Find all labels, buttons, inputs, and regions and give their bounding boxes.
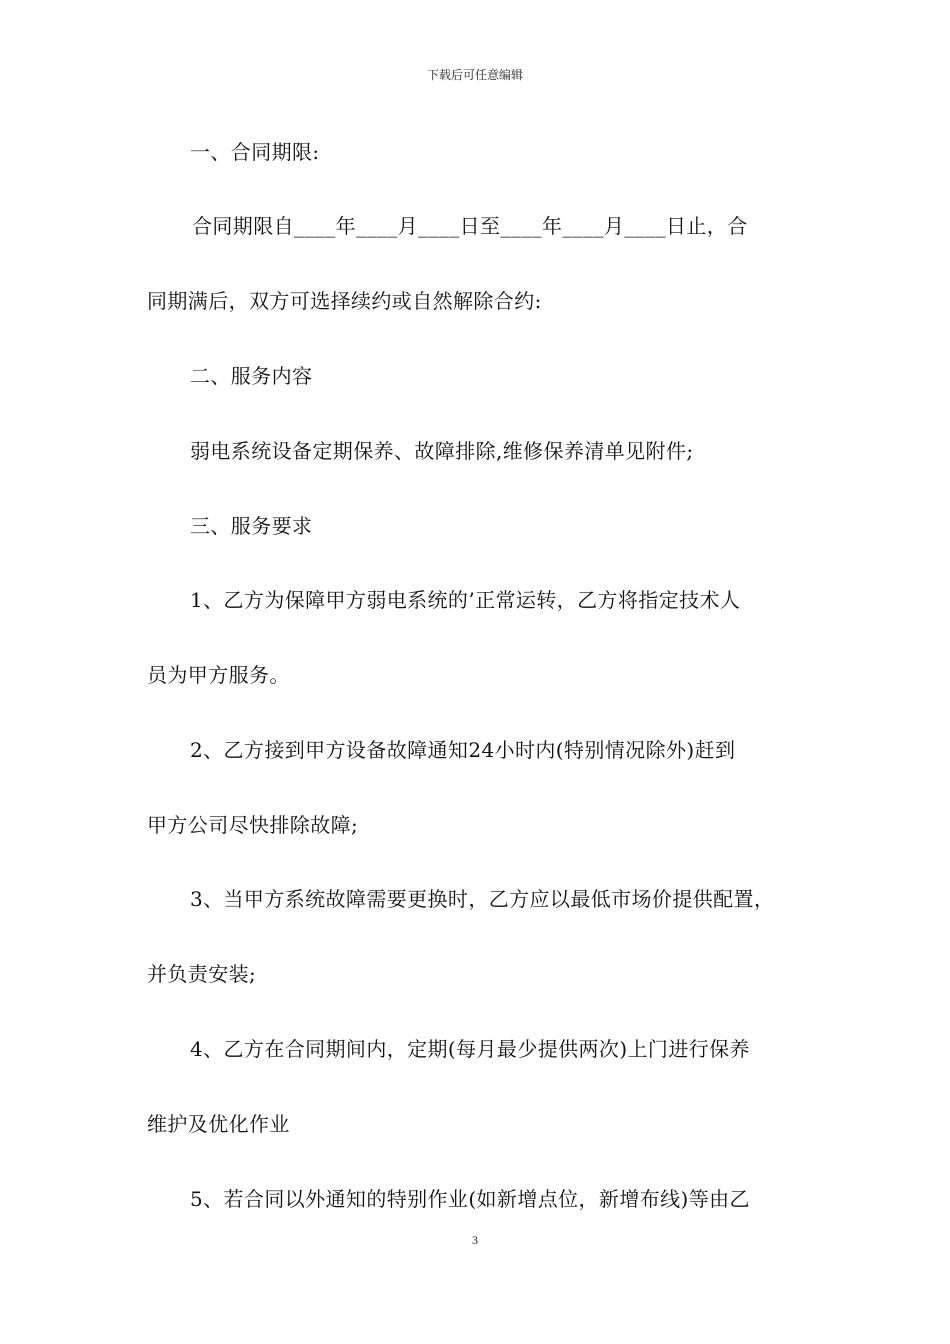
requirement-2-line-2: 甲方公司尽快排除故障;	[147, 813, 359, 837]
page-header-note: 下载后可任意编辑	[426, 68, 523, 82]
requirement-3-line-2: 并负责安装;	[147, 962, 257, 986]
requirement-3-line-1: 3、当甲方系统故障需要更换时，乙方应以最低市场价提供配置，	[190, 887, 775, 911]
section-1-heading: 一、合同期限:	[190, 140, 320, 164]
requirement-1-line-1: 1、乙方为保障甲方弱电系统的’正常运转，乙方将指定技术人	[190, 588, 741, 612]
requirement-1-line-2: 员为甲方服务。	[147, 663, 290, 687]
requirement-5-line-1: 5、若合同以外通知的特别作业(如新增点位，新增布线)等由乙	[190, 1187, 750, 1211]
requirement-4-line-1: 4、乙方在合同期间内，定期(每月最少提供两次)上门进行保养	[190, 1037, 750, 1061]
service-content-text: 弱电系统设备定期保养、故障排除,维修保养清单见附件;	[190, 439, 694, 463]
requirement-2-line-1: 2、乙方接到甲方设备故障通知24小时内(特别情况除外)赶到	[190, 738, 736, 762]
section-2-heading: 二、服务内容	[190, 364, 313, 388]
contract-term-line-2: 同期满后，双方可选择续约或自然解除合约:	[147, 289, 542, 313]
contract-term-line-1: 合同期限自____年____月____日至____年____月____日止，合	[192, 214, 748, 238]
requirement-4-line-2: 维护及优化作业	[147, 1112, 290, 1136]
page-number: 3	[472, 1233, 478, 1247]
section-3-heading: 三、服务要求	[190, 514, 313, 538]
